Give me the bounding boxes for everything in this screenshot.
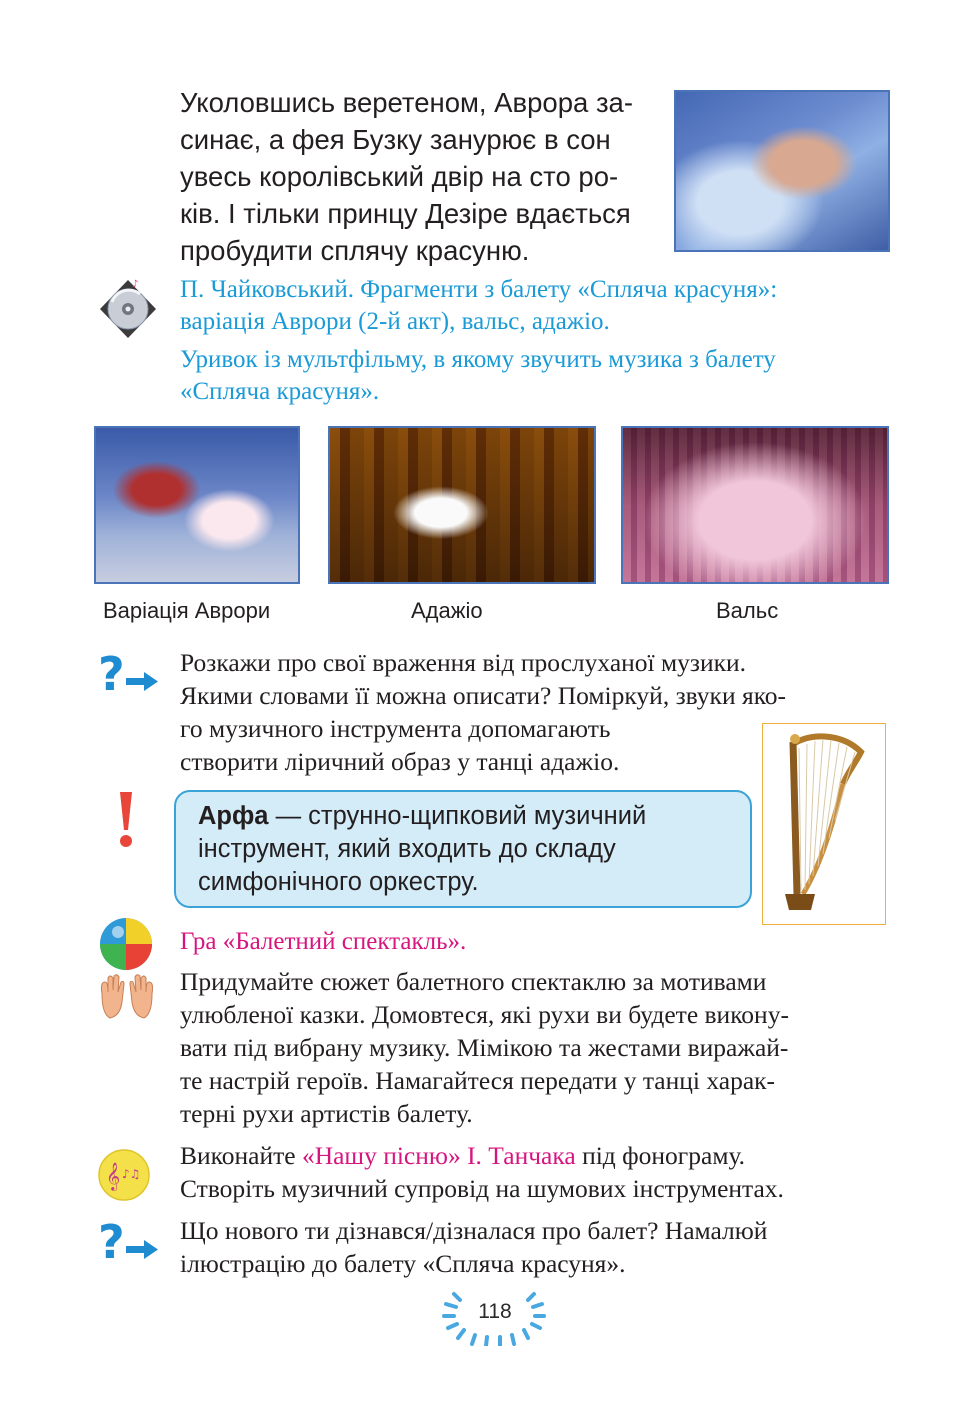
page-number-block — [440, 1290, 550, 1346]
svg-text:𝄞: 𝄞 — [106, 1162, 121, 1190]
question-1-line: Розкажи про свої враження від прослуханої музики. — [180, 648, 747, 677]
question-1-line: Якими словами її можна описати? Поміркуй, звуки яко- — [180, 681, 787, 710]
song-title: «Нашу пісню» І. Танчака — [301, 1141, 576, 1170]
question-arrow-icon — [98, 1218, 160, 1268]
caption-aurora-variation: Варіація Аврори — [103, 598, 271, 623]
game-line: терні рухи артистів балету. — [180, 1099, 473, 1128]
listening-line — [180, 274, 892, 338]
game-line: Придумайте сюжет балетного спектаклю за мотивами — [180, 967, 767, 996]
listening-line — [180, 344, 892, 408]
intro-paragraph — [180, 84, 658, 269]
game-line: улюбленої казки. Домовтеся, які рухи ви будете викону- — [180, 1000, 789, 1029]
caption-waltz: Вальс — [716, 598, 779, 623]
question-2-line: ілюстрацію до балету «Спляча красуня». — [180, 1249, 626, 1278]
definition-term: Арфа — [198, 802, 269, 830]
definition-box — [174, 790, 752, 908]
svg-text:?: ? — [98, 1218, 125, 1268]
question-1-line: го музичного інструмента допомагають — [180, 714, 611, 743]
photo-adagio — [328, 426, 596, 584]
sing-line-1 — [180, 1139, 892, 1172]
sing-prefix: Виконайте — [180, 1141, 302, 1170]
ballet-photo-aurora-desire — [674, 90, 890, 252]
intro-line: Уколовшись веретеном, Аврора за- — [180, 87, 634, 118]
music-note-icon — [96, 1148, 152, 1202]
svg-text:♪: ♪ — [132, 279, 139, 290]
listening-line-2: варіація Аврори (2-й акт), вальс, адажіо. — [180, 308, 610, 335]
caption-adagio: Адажіо — [411, 598, 483, 623]
intro-line: синає, а фея Бузку занурює в сон — [180, 124, 611, 155]
game-instructions — [180, 965, 892, 1130]
intro-line: пробудити сплячу красуню. — [180, 235, 530, 266]
intro-line: увесь королівський двір на сто ро- — [180, 161, 619, 192]
hands-icon — [96, 974, 158, 1024]
listening-line-4: «Спляча красуня». — [180, 378, 380, 405]
question-arrow-icon — [98, 650, 160, 700]
question-2 — [180, 1214, 892, 1280]
listening-line-1: П. Чайковський. Фрагменти з балету «Спляча красуня»: — [180, 276, 778, 303]
game-line: те настрій героїв. Намагайтеся передати у танці харак- — [180, 1066, 776, 1095]
harp-illustration — [763, 724, 884, 923]
sing-task — [180, 1139, 892, 1205]
ball-icon — [98, 916, 154, 972]
exclamation-icon — [116, 790, 136, 850]
definition-line-3: симфонічного оркестру. — [198, 868, 479, 896]
definition-line-1 — [198, 800, 728, 833]
definition-line-2: інструмент, який входить до складу — [198, 835, 616, 863]
question-2-line: Що нового ти дізнався/дізналася про балет? Намалюй — [180, 1216, 768, 1245]
cd-disc-icon — [96, 276, 160, 342]
game-line: вати під вибрану музику. Мімікою та жестами виражай- — [180, 1033, 789, 1062]
harp-frame — [762, 723, 886, 925]
svg-text:?: ? — [98, 650, 125, 700]
sing-line-2: Створіть музичний супровід на шумових інструментах. — [180, 1174, 784, 1203]
intro-line: ків. І тільки принцу Дезіре вдається — [180, 198, 631, 229]
page-number: 118 — [478, 1300, 512, 1323]
definition-text: — струнно-щипковий музичний — [268, 802, 647, 830]
question-1-line: створити ліричний образ у танці адажіо. — [180, 747, 620, 776]
listening-block — [180, 274, 892, 414]
sing-suffix: під фонограму. — [575, 1141, 746, 1170]
svg-text:♪♫: ♪♫ — [122, 1167, 141, 1181]
game-title: Гра «Балетний спектакль». — [180, 928, 467, 955]
photo-waltz — [621, 426, 889, 584]
listening-line-3: Уривок із мультфільму, в якому звучить музика з балету — [180, 346, 776, 373]
photo-aurora-variation — [94, 426, 300, 584]
